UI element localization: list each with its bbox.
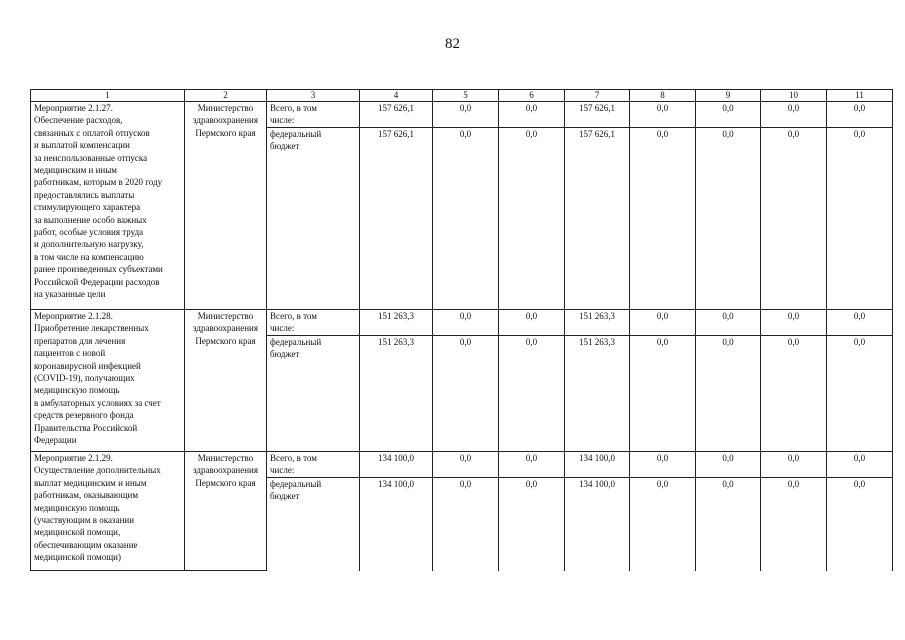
amount-cell: 151 263,3 — [565, 310, 630, 336]
amount-cell: 0,0 — [499, 478, 565, 571]
column-header: 9 — [696, 90, 761, 102]
amount-cell: 0,0 — [696, 336, 761, 452]
column-header: 3 — [267, 90, 360, 102]
amount-cell: 0,0 — [433, 310, 499, 336]
column-header: 8 — [630, 90, 696, 102]
executor-cell: Министерство здравоохранения Пермского края — [185, 102, 267, 310]
amount-cell: 0,0 — [630, 452, 696, 478]
funding-source-cell: федеральный бюджет — [267, 478, 360, 571]
amount-cell: 0,0 — [827, 128, 893, 310]
table-body — [31, 102, 893, 571]
column-header: 6 — [499, 90, 565, 102]
amount-cell: 0,0 — [827, 102, 893, 128]
event-description: Мероприятие 2.1.29. Осуществление дополнительных выплат медицинским и иным работникам, оказывающим медицинскую помощь (участвующим в оказании медицинской помощи, обеспечивающим оказание медицинской помощи) — [31, 452, 185, 571]
event-description: Мероприятие 2.1.27. Обеспечение расходов, связанных с оплатой отпусков и выплатой компенсации за неиспользованные отпуска медицинским и иным работникам, которым в 2020 году предоставлялись выплаты стимулирующего характера за выполнение особо важных работ, особые условия труда и дополнительную нагрузку, в том числе на компенсацию ранее произведенных субъектами Российской Федерации расходов на указанные цели — [31, 102, 185, 310]
amount-cell: 0,0 — [827, 452, 893, 478]
amount-cell: 0,0 — [499, 102, 565, 128]
amount-cell: 134 100,0 — [360, 478, 433, 571]
funding-source-cell: федеральный бюджет — [267, 336, 360, 452]
amount-cell: 0,0 — [827, 478, 893, 571]
amount-cell: 0,0 — [761, 128, 827, 310]
amount-cell: 0,0 — [761, 102, 827, 128]
amount-cell: 0,0 — [499, 128, 565, 310]
amount-cell: 134 100,0 — [360, 452, 433, 478]
amount-cell: 151 263,3 — [565, 336, 630, 452]
funding-source-cell: Всего, в том числе: — [267, 310, 360, 336]
amount-cell: 0,0 — [499, 336, 565, 452]
column-header: 7 — [565, 90, 630, 102]
amount-cell: 157 626,1 — [565, 102, 630, 128]
event-description: Мероприятие 2.1.28. Приобретение лекарственных препаратов для лечения пациентов с новой коронавирусной инфекцией (COVID-19), получающих медицинскую помощь в амбулаторных условиях за счет средств резервного фонда Правительства Российской Федерации — [31, 310, 185, 452]
table-header — [31, 90, 893, 102]
table-row — [31, 452, 893, 478]
amount-cell: 0,0 — [433, 336, 499, 452]
amount-cell: 151 263,3 — [360, 310, 433, 336]
column-header: 2 — [185, 90, 267, 102]
amount-cell: 0,0 — [630, 128, 696, 310]
column-header: 11 — [827, 90, 893, 102]
amount-cell: 0,0 — [696, 102, 761, 128]
amount-cell: 0,0 — [630, 336, 696, 452]
amount-cell: 0,0 — [827, 310, 893, 336]
column-header: 1 — [31, 90, 185, 102]
amount-cell: 0,0 — [433, 478, 499, 571]
amount-cell: 0,0 — [827, 336, 893, 452]
table-row — [31, 310, 893, 336]
table-row — [31, 102, 893, 128]
amount-cell: 151 263,3 — [360, 336, 433, 452]
amount-cell: 0,0 — [696, 128, 761, 310]
amount-cell: 0,0 — [761, 452, 827, 478]
amount-cell: 0,0 — [696, 478, 761, 571]
amount-cell: 0,0 — [761, 478, 827, 571]
budget-table — [30, 89, 893, 571]
funding-source-cell: Всего, в том числе: — [267, 102, 360, 128]
column-header: 5 — [433, 90, 499, 102]
amount-cell: 0,0 — [499, 452, 565, 478]
amount-cell: 0,0 — [696, 310, 761, 336]
amount-cell: 0,0 — [433, 128, 499, 310]
amount-cell: 0,0 — [433, 102, 499, 128]
amount-cell: 0,0 — [433, 452, 499, 478]
amount-cell: 157 626,1 — [360, 102, 433, 128]
amount-cell: 134 100,0 — [565, 478, 630, 571]
column-header: 4 — [360, 90, 433, 102]
funding-source-cell: федеральный бюджет — [267, 128, 360, 310]
amount-cell: 0,0 — [696, 452, 761, 478]
header-row — [31, 90, 893, 102]
amount-cell: 134 100,0 — [565, 452, 630, 478]
amount-cell: 0,0 — [761, 336, 827, 452]
executor-cell: Министерство здравоохранения Пермского края — [185, 452, 267, 571]
amount-cell: 0,0 — [630, 102, 696, 128]
amount-cell: 0,0 — [761, 310, 827, 336]
funding-source-cell: Всего, в том числе: — [267, 452, 360, 478]
amount-cell: 157 626,1 — [565, 128, 630, 310]
executor-cell: Министерство здравоохранения Пермского края — [185, 310, 267, 452]
amount-cell: 0,0 — [630, 478, 696, 571]
column-header: 10 — [761, 90, 827, 102]
page-number: 82 — [445, 36, 460, 52]
amount-cell: 157 626,1 — [360, 128, 433, 310]
amount-cell: 0,0 — [499, 310, 565, 336]
amount-cell: 0,0 — [630, 310, 696, 336]
